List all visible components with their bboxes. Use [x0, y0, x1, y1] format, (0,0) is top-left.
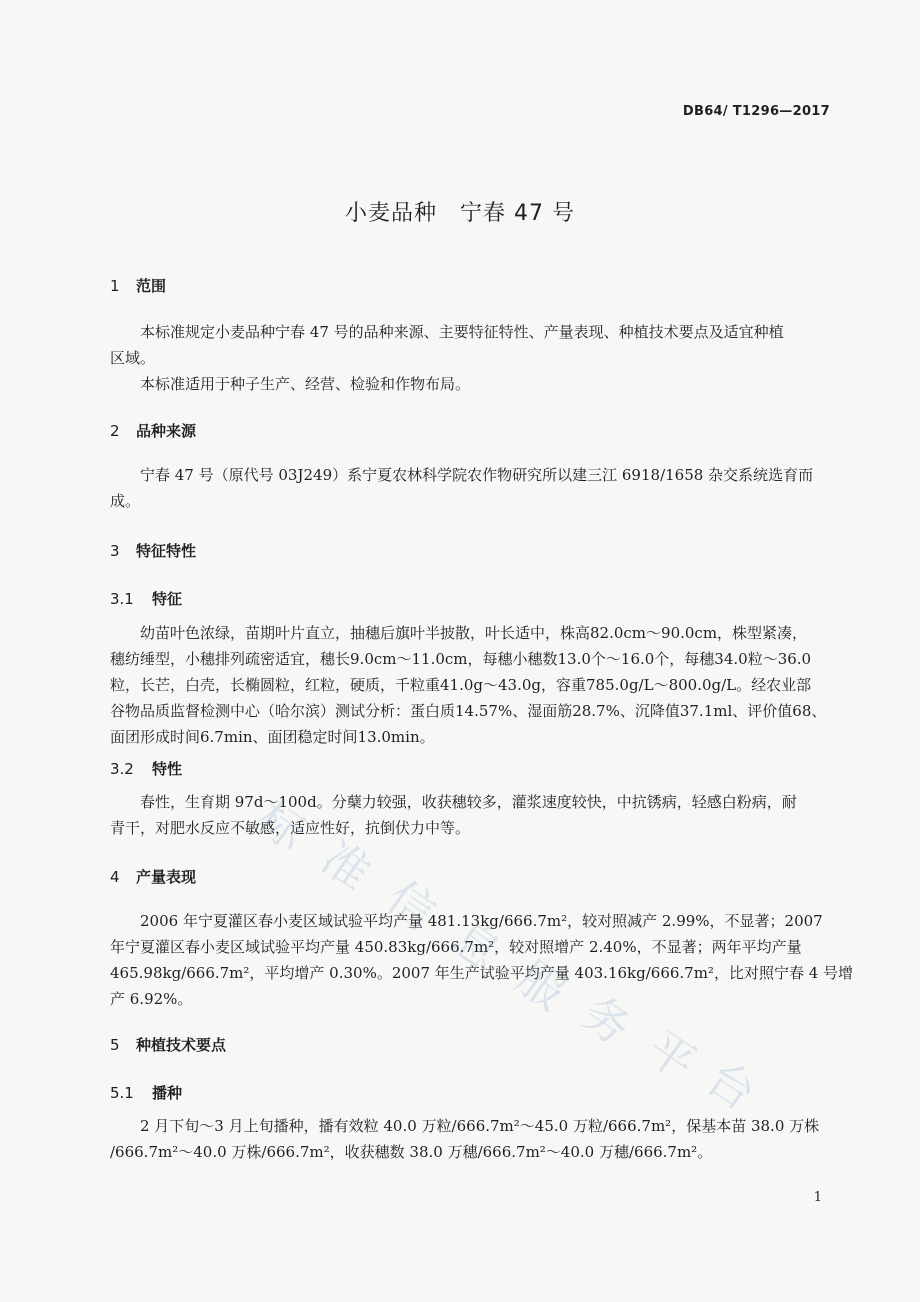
text-line: 谷物品质监督检测中心（哈尔滨）测试分析：蛋白质14.57%、湿面筋28.7%、沉降值37.1ml、评价值68、: [110, 702, 827, 720]
watermark-char: 服: [506, 950, 576, 1021]
text-line: 本标准适用于种子生产、经营、检验和作物布局。: [110, 375, 471, 393]
section-4-body: [110, 908, 854, 1012]
text-line: 区域。: [110, 349, 156, 367]
section-3-2-body: [110, 789, 832, 841]
text-line: 年宁夏灌区春小麦区域试验平均产量 450.83kg/666.7m²，较对照增产 2.40%，不显著；两年平均产量: [110, 938, 802, 956]
watermark-char: 准: [311, 830, 381, 901]
text-line: 穗纺缍型，小穗排列疏密适宜，穗长9.0cm～11.0cm，每穗小穗数13.0个～16.0个，每穗34.0粒～36.0: [110, 650, 812, 668]
document-title: 小麦品种 宁春 47 号: [345, 201, 575, 226]
text-line: 本标准规定小麦品种宁春 47 号的品种来源、主要特征特性、产量表现、种植技术要点及适宜种植: [110, 323, 784, 341]
text-line: 宁春 47 号（原代号 03J249）系宁夏农林科学院农作物研究所以建三江 6918/1658 杂交系统选育而: [110, 466, 814, 484]
document-code: DB64/ T1296—2017: [682, 104, 830, 119]
watermark-char: 息: [441, 910, 511, 981]
text-line: 465.98kg/666.7m²，平均增产 0.30%。2007 年生产试验平均产量 403.16kg/666.7m²，比对照宁春 4 号增: [110, 964, 854, 982]
text-line: 幼苗叶色浓绿，苗期叶片直立，抽穗后旗叶半披散，叶长适中，株高82.0cm～90.0cm，株型紧凑，: [110, 624, 808, 642]
watermark-char: 平: [636, 1020, 706, 1091]
section-3-2-heading: 3.2 特性: [110, 760, 183, 778]
text-line: 2 月下旬～3 月上旬播种，播有效粒 40.0 万粒/666.7m²～45.0 万粒/666.7m²，保基本苗 38.0 万株: [110, 1117, 820, 1135]
section-5-heading: 5 种植技术要点: [110, 1036, 227, 1054]
section-1-heading: 1 范围: [110, 277, 167, 295]
section-3-1-body: [110, 620, 832, 750]
watermark-char: 务: [571, 985, 641, 1056]
section-4-heading: 4 产量表现: [110, 868, 197, 886]
section-3-heading: 3 特征特性: [110, 542, 197, 560]
text-line: 面团形成时间6.7min、面团稳定时间13.0min。: [110, 728, 435, 746]
section-2-body: [110, 462, 832, 514]
text-line: 青干，对肥水反应不敏感，适应性好，抗倒伏力中等。: [110, 819, 471, 837]
watermark-char: 台: [696, 1050, 766, 1121]
watermark-char: 标: [246, 790, 316, 861]
page-number: 1: [813, 1190, 822, 1205]
text-line: 产 6.92%。: [110, 990, 193, 1008]
text-line: 粒，长芒，白壳，长椭圆粒，红粒，硬质，千粒重41.0g～43.0g，容重785.0g/L～800.0g/L。经农业部: [110, 676, 812, 694]
section-5-1-heading: 5.1 播种: [110, 1084, 183, 1102]
section-3-1-heading: 3.1 特征: [110, 590, 183, 608]
section-5-1-body: [110, 1113, 832, 1165]
text-line: 成。: [110, 492, 141, 510]
text-line: 春性，生育期 97d～100d。分蘖力较强，收获穗较多，灌浆速度较快，中抗锈病，轻感白粉病，耐: [110, 793, 797, 811]
watermark-char: 信: [376, 870, 446, 941]
text-line: 2006 年宁夏灌区春小麦区域试验平均产量 481.13kg/666.7m²，较对照减产 2.99%，不显著；2007: [110, 912, 823, 930]
section-2-heading: 2 品种来源: [110, 422, 197, 440]
text-line: /666.7m²～40.0 万株/666.7m²，收获穗数 38.0 万穗/666.7m²～40.0 万穗/666.7m²。: [110, 1143, 713, 1161]
section-1-body: [110, 319, 832, 397]
